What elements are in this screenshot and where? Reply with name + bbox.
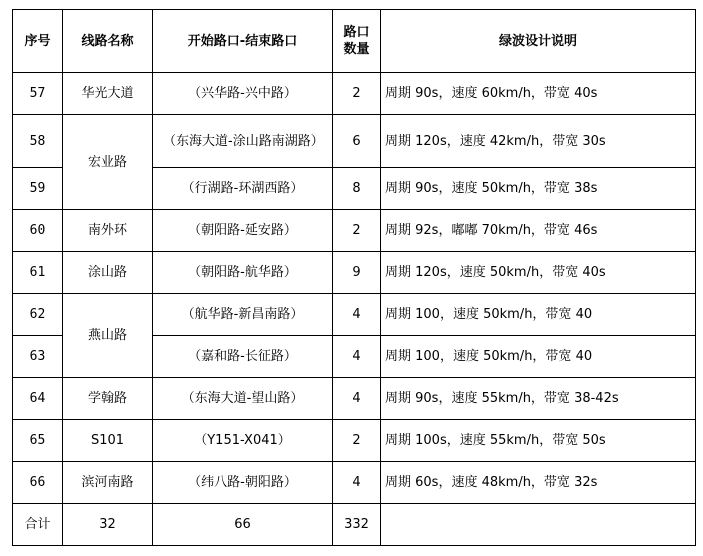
total-row [13,504,696,546]
header-description: 绿波设计说明 [381,10,696,73]
cell-seq: 60 [13,210,63,252]
cell-description: 周期 60s，速度 48km/h，带宽 32s [381,462,696,504]
cell-line-name: S101 [63,420,153,462]
cell-seq: 59 [13,168,63,210]
cell-section: （兴华路-兴中路） [153,73,333,115]
table-row [13,294,696,336]
total-lines: 32 [63,504,153,546]
cell-count: 4 [333,294,381,336]
header-section: 开始路口-结束路口 [153,10,333,73]
total-label: 合计 [13,504,63,546]
cell-section: （东海大道-涂山路南湖路） [153,115,333,168]
table-row [13,115,696,168]
cell-description: 周期 120s，速度 42km/h，带宽 30s [381,115,696,168]
cell-line-name: 燕山路 [63,294,153,378]
cell-line-name: 华光大道 [63,73,153,115]
table-row [13,378,696,420]
table-row [13,462,696,504]
cell-description: 周期 100，速度 50km/h，带宽 40 [381,336,696,378]
cell-section: （纬八路-朝阳路） [153,462,333,504]
cell-section: （朝阳路-航华路） [153,252,333,294]
cell-section: （行湖路-环湖西路） [153,168,333,210]
cell-seq: 66 [13,462,63,504]
total-count: 332 [333,504,381,546]
table-row [13,210,696,252]
cell-seq: 58 [13,115,63,168]
cell-seq: 57 [13,73,63,115]
table-row [13,252,696,294]
cell-section: （朝阳路-延安路） [153,210,333,252]
cell-count: 4 [333,378,381,420]
cell-description: 周期 100s，速度 55km/h，带宽 50s [381,420,696,462]
cell-count: 4 [333,336,381,378]
table-row [13,73,696,115]
total-sections: 66 [153,504,333,546]
cell-count: 6 [333,115,381,168]
cell-count: 2 [333,210,381,252]
cell-section: （Y151-X041） [153,420,333,462]
header-row [13,10,696,73]
green-wave-table [12,9,696,546]
cell-seq: 61 [13,252,63,294]
cell-line-name: 学翰路 [63,378,153,420]
cell-line-name: 滨河南路 [63,462,153,504]
cell-count: 9 [333,252,381,294]
cell-description: 周期 90s，速度 55km/h，带宽 38-42s [381,378,696,420]
cell-section: （航华路-新昌南路） [153,294,333,336]
header-line-name: 线路名称 [63,10,153,73]
cell-count: 4 [333,462,381,504]
cell-count: 2 [333,420,381,462]
cell-count: 8 [333,168,381,210]
cell-description: 周期 90s，速度 50km/h，带宽 38s [381,168,696,210]
cell-seq: 64 [13,378,63,420]
cell-count: 2 [333,73,381,115]
total-description [381,504,696,546]
table-row [13,420,696,462]
cell-line-name: 宏业路 [63,115,153,210]
cell-description: 周期 90s，速度 60km/h，带宽 40s [381,73,696,115]
cell-seq: 63 [13,336,63,378]
header-intersection-count: 路口数量 [333,10,381,73]
cell-description: 周期 92s，嘟嘟 70km/h，带宽 46s [381,210,696,252]
cell-line-name: 南外环 [63,210,153,252]
cell-section: （嘉和路-长征路） [153,336,333,378]
cell-description: 周期 100，速度 50km/h，带宽 40 [381,294,696,336]
cell-description: 周期 120s，速度 50km/h，带宽 40s [381,252,696,294]
cell-line-name: 涂山路 [63,252,153,294]
cell-seq: 65 [13,420,63,462]
cell-section: （东海大道-望山路） [153,378,333,420]
header-seq: 序号 [13,10,63,73]
cell-seq: 62 [13,294,63,336]
